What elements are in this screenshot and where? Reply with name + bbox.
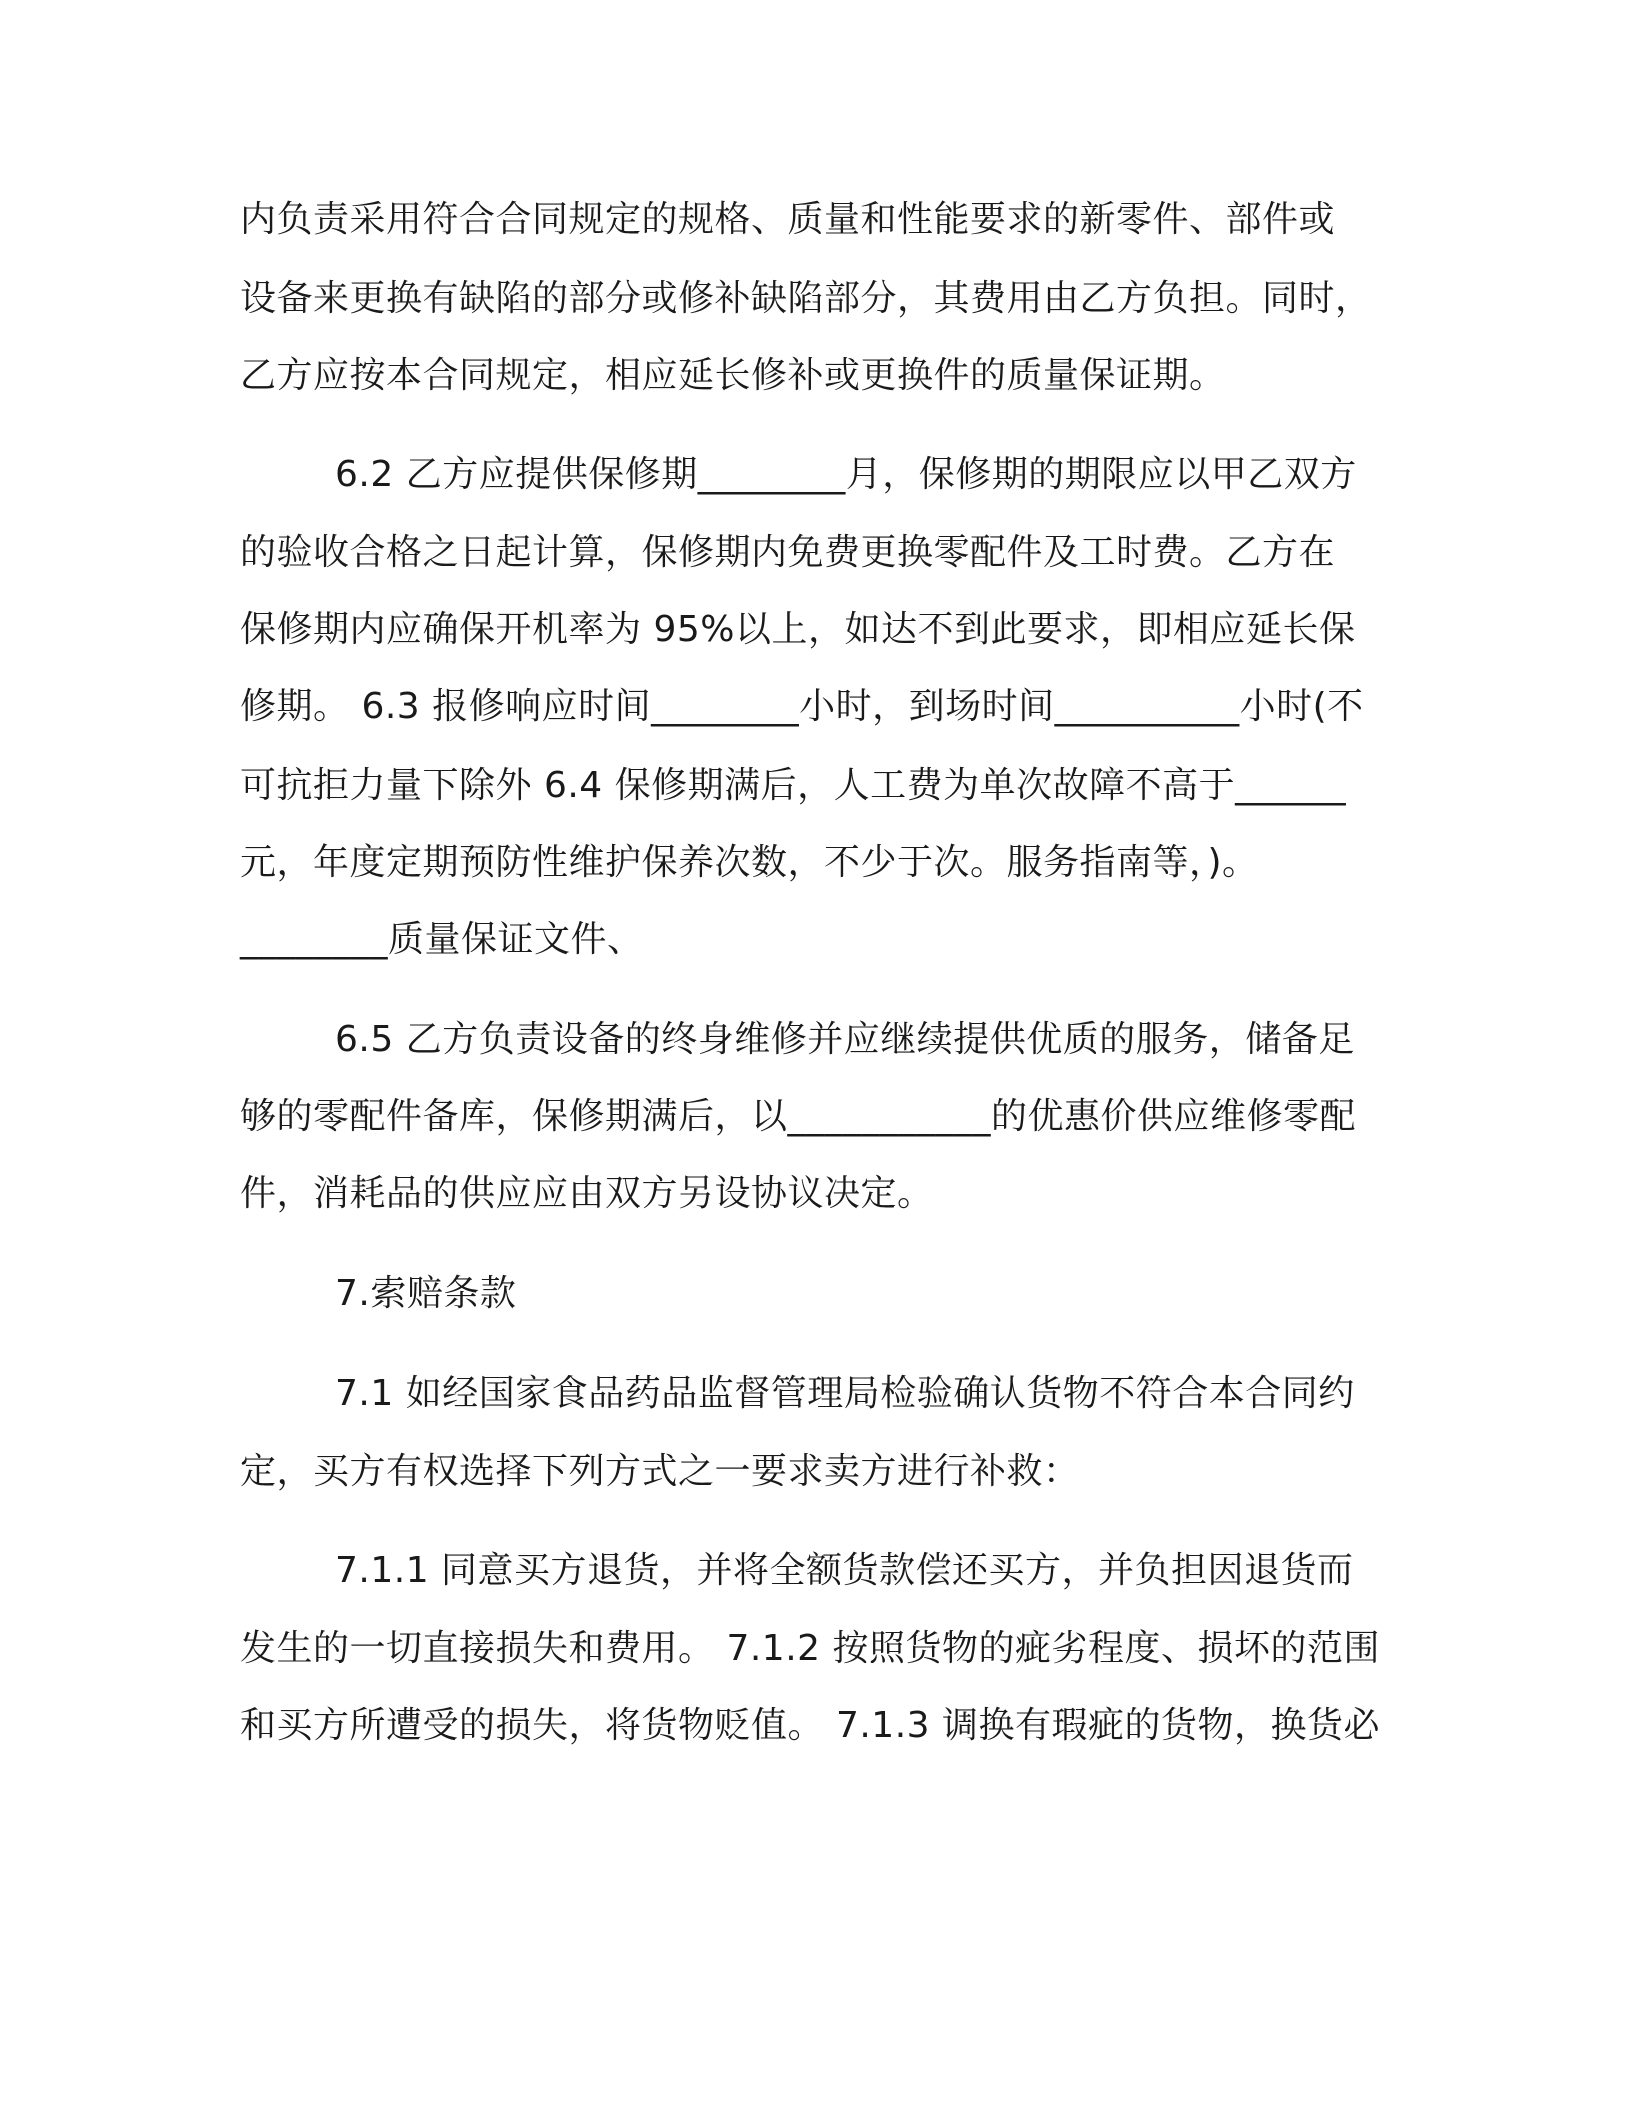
text-line: 的验收合格之日起计算，保修期内免费更换零配件及工时费。乙方在: [240, 532, 1336, 573]
text-line: 内负责采用符合合同规定的规格、质量和性能要求的新零件、部件或: [240, 199, 1336, 240]
text-line: 乙方应按本合同规定，相应延长修补或更换件的质量保证期。: [240, 355, 1226, 396]
text-line: 够的零配件备库，保修期满后，以___________的优惠价供应维修零配: [240, 1096, 1357, 1137]
text-line: 7.1 如经国家食品药品监督管理局检验确认货物不符合本合同约: [335, 1373, 1355, 1414]
text-line: 6.5 乙方负责设备的终身维修并应继续提供优质的服务，储备足: [335, 1019, 1355, 1060]
text-line: 修期。 6.3 报修响应时间________小时，到场时间__________小时(不: [240, 686, 1364, 727]
text-line: 可抗拒力量下除外 6.4 保修期满后，人工费为单次故障不高于______: [240, 765, 1347, 806]
text-line: 元，年度定期预防性维护保养次数，不少于次。服务指南等，)。: [240, 842, 1259, 883]
text-line: 设备来更换有缺陷的部分或修补缺陷部分，其费用由乙方负担。同时，: [240, 278, 1372, 319]
text-line: 件，消耗品的供应应由双方另设协议决定。: [240, 1173, 934, 1214]
text-line: 和买方所遭受的损失，将货物贬值。 7.1.3 调换有瑕疵的货物，换货必: [240, 1705, 1380, 1746]
text-line: 6.2 乙方应提供保修期________月，保修期的期限应以甲乙双方: [335, 454, 1357, 495]
text-line: 保修期内应确保开机率为 95%以上，如达不到此要求，即相应延长保: [240, 609, 1356, 650]
section-heading: 7.索赔条款: [335, 1273, 517, 1314]
text-line: 定，买方有权选择下列方式之一要求卖方进行补救：: [240, 1451, 1080, 1492]
text-line: ________质量保证文件、: [240, 919, 644, 960]
text-line: 7.1.1 同意买方退货，并将全额货款偿还买方，并负担因退货而: [335, 1550, 1354, 1591]
text-line: 发生的一切直接损失和费用。 7.1.2 按照货物的疵劣程度、损坏的范围: [240, 1628, 1380, 1669]
